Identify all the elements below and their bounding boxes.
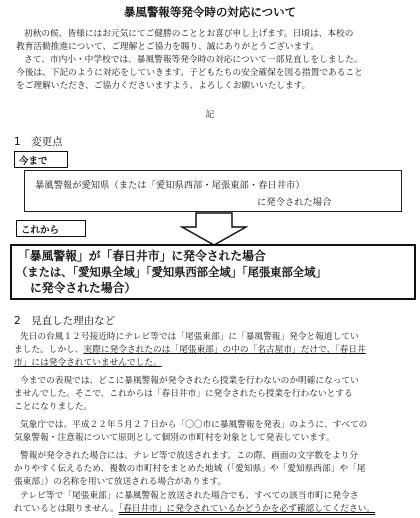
before-box: [24, 170, 402, 212]
after-tab: これから: [16, 220, 86, 237]
down-arrow-icon: [180, 212, 248, 246]
before-line-1: 暴風警報が愛知県（または「愛知県西部・尾張東部・春日井市）: [35, 180, 305, 191]
after-line-3: に発令された場合）: [30, 281, 137, 295]
reason-p1-line-2: ました。しかし、実際に発令されたのは「尾張東部」の中の「名古屋市」だけで、「春日井: [14, 345, 366, 355]
intro-line-3: さて、市内小・中学校では、暴風警報等発令時の対応について一部見直しをしました。: [24, 55, 363, 65]
after-box: [10, 244, 416, 300]
intro-line-5: をご理解いただき、ご協力くださいますよう、よろしくお願いいたします。: [16, 81, 311, 91]
after-line-2: （または、「愛知県全域」「愛知県西部全域」「尾張東部全域」: [16, 266, 327, 279]
reason-p1-line-3: 市」には発令されていませんでした。: [14, 358, 162, 368]
reason-p5-line-2: れているとは限りません。「春日井市」に発令されているかどうかを必ず確認してください。: [14, 504, 376, 514]
reason-p5-line-1: テレビ等で「尾張東部」に暴風警報と放送された場合でも、すべての該当市町に発令さ: [20, 491, 359, 501]
reason-p3-line-2: 気象警報・注意報について原則として個別の市町村を対象として発表しています。: [14, 433, 335, 443]
ki-marker: 記: [205, 110, 215, 120]
reason-p5-underline: 「春日井市」に発令されているかどうかを必ず確認してください。: [118, 504, 376, 514]
intro-line-4: 今後は、下記のように対応をしていきます。子どもたちの安全確保を図る措置であること: [16, 68, 363, 78]
section2-heading: 2 見直した理由など: [14, 315, 116, 327]
reason-p1-underline: 実際に発令されたのは「尾張東部」の中の「名古屋市」だけで、「春日井: [83, 345, 366, 355]
reason-p1-line-1: 先日の台風１２号接近時にテレビ等では「尾張東部」に「暴風警報」発令と報道してい: [20, 332, 359, 342]
reason-p4-line-3: 張東部」）の名称を用いて放送される場合があります。: [14, 477, 227, 487]
reason-p2-line-3: ことになりました。: [14, 402, 93, 412]
reason-p2-line-2: ませんでした。そこで、これからは「春日井市」に発令されたら授業を行わないとする: [14, 389, 353, 399]
page-title: 暴風警報等発令時の対応について: [123, 5, 297, 19]
reason-p2-line-1: 今までの表現では、どこに暴風警報が発令されたら授業を行わないのか明確になってい: [20, 376, 359, 386]
before-line-2: に発令された場合: [257, 197, 332, 208]
after-line-1: 「暴風警報」が「春日井市」に発令された場合: [18, 249, 266, 263]
before-tab: 今まで: [14, 151, 68, 168]
reason-p4-line-1: 警報が発令された場合には、テレビ等で放送されます。この際、画面の文字数をより分: [20, 451, 358, 461]
reason-p3-line-1: 気象庁では、平成２２年５月２７日から「〇〇市に暴風警報を発表」のように、すべての: [20, 420, 368, 430]
section1-heading: 1 変更点: [14, 136, 63, 148]
intro-line-1: 初秋の候、皆様にはお元気にてご健勝のこととお喜び申し上げます。日頃は、本校の: [24, 29, 354, 39]
reason-p4-line-2: かりやすく伝えるため、複数の市町村をまとめた地域（「愛知県」や「愛知県西部」や「尾: [14, 464, 366, 474]
intro-line-2: 教育活動推進について、ご理解とご協力を賜り、誠にありがとうございます。: [16, 42, 320, 52]
